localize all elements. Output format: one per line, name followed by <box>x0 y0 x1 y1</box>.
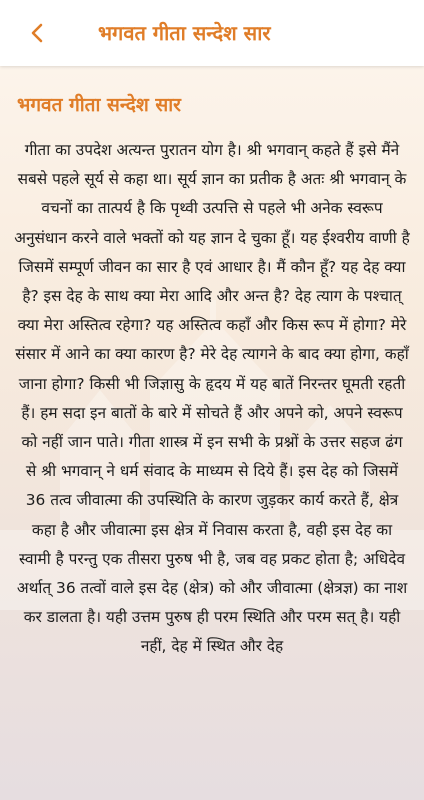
content-area[interactable] <box>0 66 424 800</box>
section-title: भगवत गीता सन्देश सार <box>17 94 181 116</box>
chevron-left-icon <box>28 22 46 44</box>
back-button[interactable] <box>22 18 52 48</box>
bottom-fade <box>0 760 424 800</box>
appbar-title: भगवत गीता सन्देश सार <box>98 21 271 45</box>
app-bar <box>0 0 424 66</box>
article-body: गीता का उपदेश अत्यन्त पुरातन योग है। श्री भगवान् कहते हैं इसे मैंने सबसे पहले सूर्य से कहा था। सूर्य ज्ञान का प्रतीक है अतः श्री भगवान् के वचनों का तात्पर्य है कि पृथ्वी उत्पत्ति से पहले भी अनेक स्वरूप अनुसंधान करने वाले भक्तों को यह ज्ञान दे चुका हूँ। यह ईश्वरीय वाणी है जिसमें सम्पूर्ण जीवन का सार है एवं आधार है। मैं कौन हूँ? यह देह क्या है? इस देह के साथ क्या मेरा आदि और अन्त है? देह त्याग के पश्चात् क्या मेरा अस्तित्व रहेगा? यह अस्तित्व कहाँ और किस रूप में होगा? मेरे संसार में आने का क्या कारण है? मेरे देह त्यागने के बाद क्या होगा, कहाँ जाना होगा? किसी भी जिज्ञासु के हृदय में यह बातें निरन्तर घूमती रहती हैं। हम सदा इन बातों के बारे में सोचते हैं और अपने को, अपने स्वरूप को नहीं जान पाते। गीता शास्त्र में इन सभी के प्रश्नों के उत्तर सहज ढंग से श्री भगवान् ने धर्म संवाद के माध्यम से दिये हैं। इस देह को जिसमें 36 तत्व जीवात्मा की उपस्थिति के कारण जुड़कर कार्य करते हैं, क्षेत्र कहा है और जीवात्मा इस क्षेत्र में निवास करता है, वही इस देह का स्वामी है परन्तु एक तीसरा पुरुष भी है, जब वह प्रकट होता है; अधिदेव अर्थात् 36 तत्वों वाले इस देह (क्षेत्र) को और जीवात्मा (क्षेत्रज्ञ) का नाश कर डालता है। यही उत्तम पुरुष ही परम स्थिति और परम सत् है। यही नहीं, देह में स्थित और देह <box>14 141 410 656</box>
